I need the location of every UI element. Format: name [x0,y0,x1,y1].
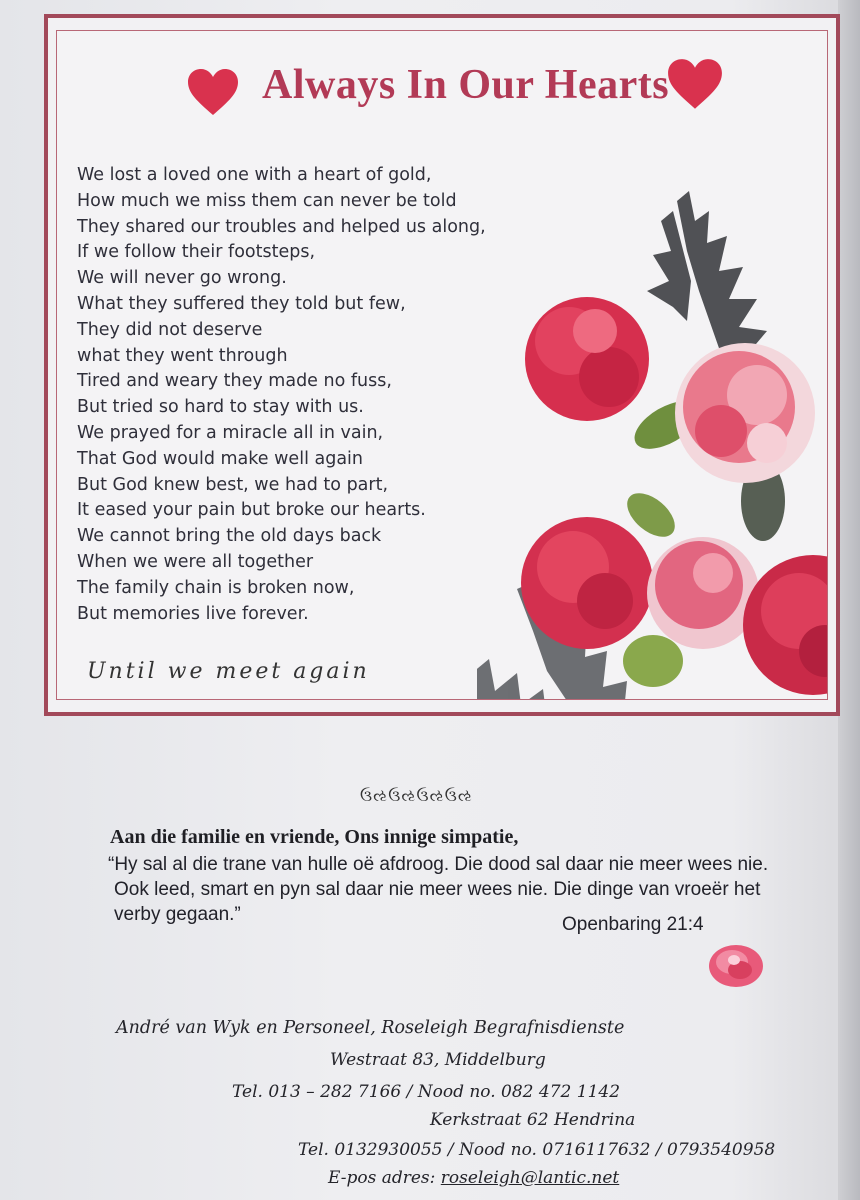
poem-line: The family chain is broken now, [77,577,355,598]
quote-line: “Hy sal al die trane van hulle oë afdroog. Die dood sal daar nie meer wees nie. [108,854,769,875]
quote-line: Ook leed, smart en pyn sal daar nie meer wees nie. Die dinge van vroeër het [114,879,761,900]
card-title: Always In Our Hearts [262,62,670,108]
poem-line: They shared our troubles and helped us along, [77,216,486,237]
poem-line: They did not deserve [77,319,263,340]
poem-line: That God would make well again [77,448,363,469]
poem-line: When we were all together [77,551,314,572]
poem-line: If we follow their footsteps, [77,242,316,263]
address-hendrina: Kerkstraat 62 Hendrina [430,1110,636,1130]
poem-line: It eased your pain but broke our hearts. [77,500,426,521]
right-heart-icon [667,59,723,111]
address-middelburg: Westraat 83, Middelburg [330,1050,546,1070]
poem-line: Tired and weary they made no fuss, [77,371,392,392]
poem [77,163,486,627]
phones-middelburg: Tel. 013 – 282 7166 / Nood no. 082 472 1142 [232,1082,621,1102]
scripture-reference: Openbaring 21:4 [562,914,704,935]
poem-line: What they suffered they told but few, [77,293,406,314]
phones-hendrina: Tel. 0132930055 / Nood no. 0716117632 / 0793540958 [298,1140,776,1160]
email-link[interactable]: roseleigh@lantic.net [440,1168,620,1188]
memorial-card [44,14,840,716]
carnation-fern-illustration [477,181,828,700]
left-heart-icon [187,69,239,117]
company-name: André van Wyk en Personeel, Roseleigh Begrafnisdienste [116,1018,625,1038]
title-row [57,59,828,129]
poem-line: How much we miss them can never be told [77,190,457,211]
poem-line: what they went through [77,345,288,366]
poem-line: We lost a loved one with a heart of gold, [77,165,432,185]
ornament-divider: ઉઌઉઌઉઌઉઌ [360,786,474,805]
memorial-card-inner [56,30,828,700]
quote-line: verby gegaan.” [114,904,241,925]
poem-line: We cannot bring the old days back [77,526,382,547]
rose-icon [706,940,766,992]
poem-line: But memories live forever. [77,603,309,624]
poem-line: But tried so hard to stay with us. [77,397,364,418]
poem-line: But God knew best, we had to part, [77,474,389,495]
poem-line: We will never go wrong. [77,268,287,289]
condolence-heading: Aan die familie en vriende, Ons innige simpatie, [110,826,519,848]
signoff-text: Until we meet again [87,659,370,684]
email-label: E-pos adres: [328,1168,436,1188]
poem-line: We prayed for a miracle all in vain, [77,422,384,443]
page-edge [838,0,860,1200]
email-line [328,1168,619,1188]
